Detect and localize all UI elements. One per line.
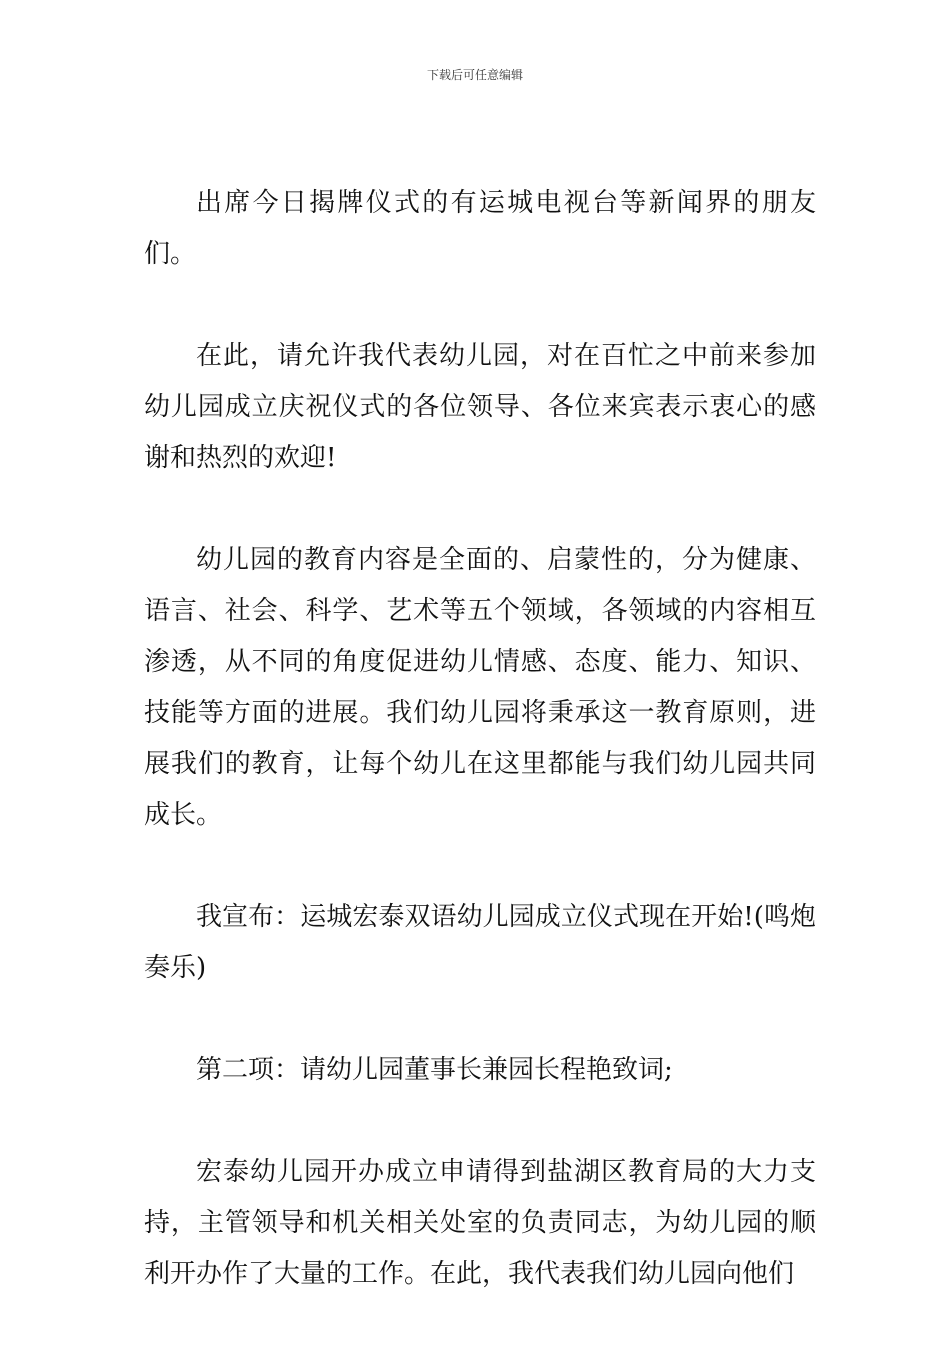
paragraph-welcome: 在此，请允许我代表幼儿园，对在百忙之中前来参加幼儿园成立庆祝仪式的各位领导、各位来宾表示衷心的感谢和热烈的欢迎! xyxy=(144,341,816,473)
paragraph-announcement: 我宣布：运城宏泰双语幼儿园成立仪式现在开始!(鸣炮奏乐) xyxy=(144,902,816,983)
document-body xyxy=(144,178,816,1351)
paragraph-education-content: 幼儿园的教育内容是全面的、启蒙性的，分为健康、语言、社会、科学、艺术等五个领域，各领域的内容相互渗透，从不同的角度促进幼儿情感、态度、能力、知识、技能等方面的进展。我们幼儿园将秉承这一教育原则，进展我们的教育，让每个幼儿在这里都能与我们幼儿园共同成长。 xyxy=(144,545,816,830)
paragraph-item-two: 第二项：请幼儿园董事长兼园长程艳致词; xyxy=(196,1055,673,1085)
paragraph-thanks: 宏泰幼儿园开办成立申请得到盐湖区教育局的大力支持，主管领导和机关相关处室的负责同志，为幼儿园的顺利开办作了大量的工作。在此，我代表我们幼儿园向他们 xyxy=(144,1157,816,1289)
paragraph-media-friends: 出席今日揭牌仪式的有运城电视台等新闻界的朋友们。 xyxy=(144,188,816,269)
page-header-note: 下载后可任意编辑 xyxy=(426,68,523,82)
